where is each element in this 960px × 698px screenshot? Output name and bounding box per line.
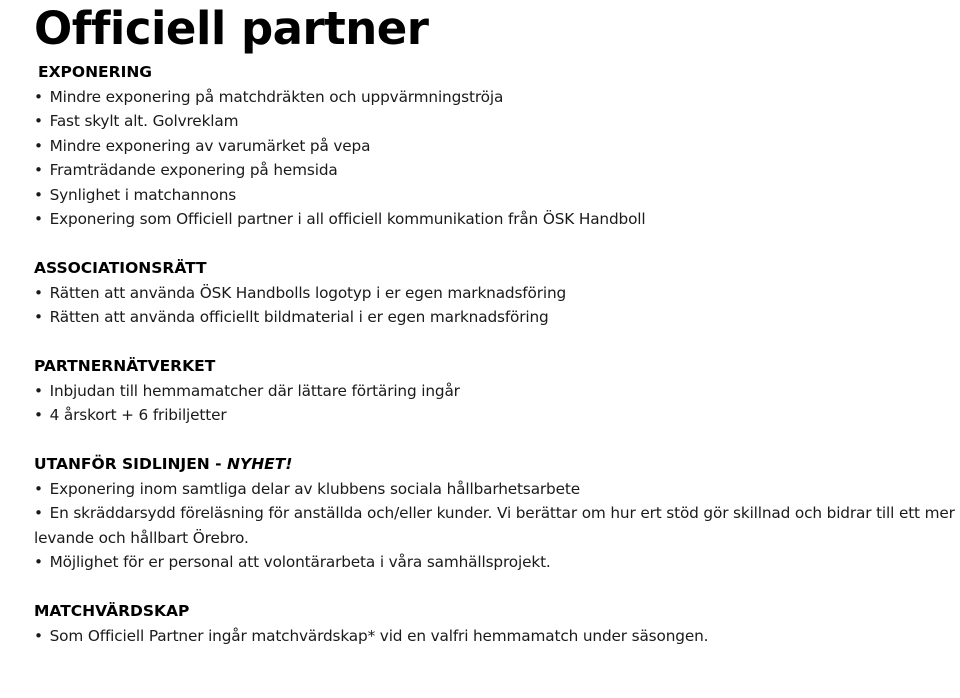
section-partnernatverket bbox=[34, 354, 960, 428]
section-heading bbox=[34, 452, 960, 477]
list-item bbox=[34, 158, 960, 183]
bullet-glyph: • bbox=[34, 626, 43, 645]
bullet-glyph: • bbox=[34, 406, 43, 424]
section-exponering bbox=[34, 60, 960, 232]
list-item bbox=[34, 85, 960, 110]
section-heading bbox=[34, 354, 960, 379]
bullet-glyph: • bbox=[34, 381, 43, 400]
bullet-glyph: • bbox=[34, 553, 43, 571]
bullet-glyph: • bbox=[34, 112, 43, 130]
section-heading bbox=[34, 599, 960, 624]
bullet-glyph: • bbox=[34, 308, 43, 326]
bullet-glyph: • bbox=[34, 504, 43, 522]
list-item bbox=[34, 305, 960, 330]
list-item-text: Exponering inom samtliga delar av klubbens sociala hållbarhetsarbete bbox=[49, 479, 580, 498]
bullet-list bbox=[34, 85, 960, 232]
section-heading-text: EXPONERING bbox=[38, 63, 153, 81]
section-heading-text: UTANFÖR SIDLINJEN - bbox=[34, 455, 227, 473]
list-item bbox=[34, 501, 960, 550]
list-item bbox=[34, 281, 960, 306]
list-item bbox=[34, 207, 960, 232]
list-item-text: Synlighet i matchannons bbox=[49, 185, 237, 204]
bullet-glyph: • bbox=[34, 479, 43, 498]
bullet-glyph: • bbox=[34, 283, 43, 302]
section-heading-text: ASSOCIATIONSRÄTT bbox=[34, 259, 207, 277]
section-utanfor-sidlinjen bbox=[34, 452, 960, 575]
section-heading bbox=[34, 256, 960, 281]
new-tag: NYHET! bbox=[227, 455, 293, 473]
section-heading-text: MATCHVÄRDSKAP bbox=[34, 602, 190, 620]
list-item-text: Exponering som Officiell partner i all officiell kommunikation från ÖSK Handboll bbox=[49, 210, 646, 228]
section-matchvardskap bbox=[34, 599, 960, 648]
page-title: Officiell partner bbox=[34, 2, 429, 55]
bullet-glyph: • bbox=[34, 210, 43, 228]
bullet-glyph: • bbox=[34, 161, 43, 179]
list-item-text: Mindre exponering på matchdräkten och uppvärmningströja bbox=[49, 87, 504, 106]
list-item bbox=[34, 134, 960, 159]
section-heading bbox=[34, 60, 960, 85]
list-item bbox=[34, 477, 960, 502]
list-item bbox=[34, 403, 960, 428]
list-item-text: En skräddarsydd föreläsning för anställda och/eller kunder. Vi berättar om hur ert stöd gör skillnad och bidrar till ett mer levande och hållbart Örebro. bbox=[34, 504, 955, 547]
list-item bbox=[34, 624, 960, 649]
bullet-list bbox=[34, 624, 960, 649]
list-item-text: Fast skylt alt. Golvreklam bbox=[49, 112, 239, 130]
bullet-glyph: • bbox=[34, 185, 43, 204]
document-page bbox=[34, 0, 960, 648]
list-item-text: Rätten att använda officiellt bildmaterial i er egen marknadsföring bbox=[49, 308, 549, 326]
bullet-glyph: • bbox=[34, 136, 43, 155]
bullet-list bbox=[34, 477, 960, 575]
section-associationsratt bbox=[34, 256, 960, 330]
list-item bbox=[34, 550, 960, 575]
list-item bbox=[34, 109, 960, 134]
section-heading-text: PARTNERNÄTVERKET bbox=[34, 357, 216, 375]
bullet-list bbox=[34, 379, 960, 428]
list-item bbox=[34, 183, 960, 208]
bullet-glyph: • bbox=[34, 87, 43, 106]
list-item-text: Möjlighet för er personal att volontärarbeta i våra samhällsprojekt. bbox=[49, 553, 551, 571]
bullet-list bbox=[34, 281, 960, 330]
list-item-text: Rätten att använda ÖSK Handbolls logotyp i er egen marknadsföring bbox=[49, 283, 567, 302]
list-item-text: Mindre exponering av varumärket på vepa bbox=[49, 136, 371, 155]
list-item-text: Som Officiell Partner ingår matchvärdskap* vid en valfri hemmamatch under säsongen. bbox=[49, 626, 709, 645]
list-item-text: 4 årskort + 6 fribiljetter bbox=[49, 406, 227, 424]
list-item bbox=[34, 379, 960, 404]
list-item-text: Framträdande exponering på hemsida bbox=[49, 161, 338, 179]
list-item-text: Inbjudan till hemmamatcher där lättare förtäring ingår bbox=[49, 381, 460, 400]
